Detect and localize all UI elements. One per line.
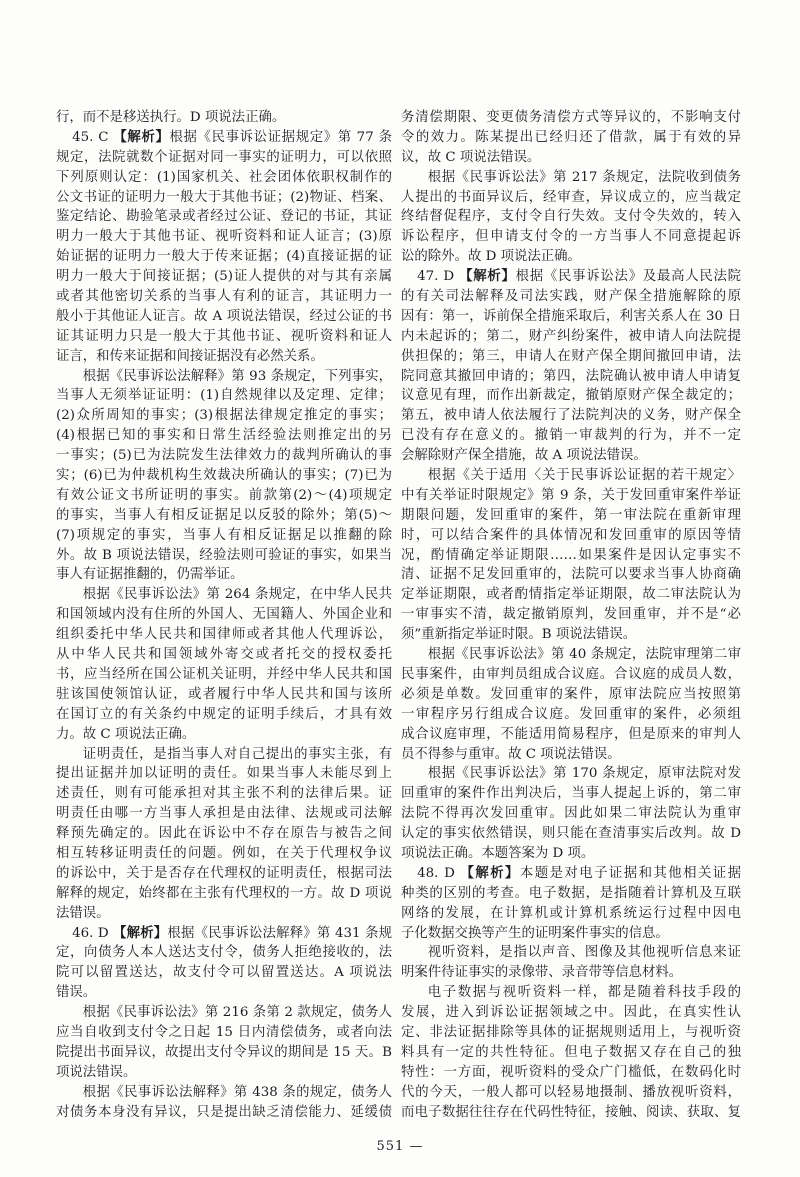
text-line: 对债务本身没有异议，只是提出缺乏清偿能力、延缓债 <box>56 1104 392 1120</box>
text-line: 的有关司法解释及司法实践，财产保全措施解除的原 <box>401 289 741 305</box>
text-line: 相互转移证明责任的问题。例如，在关于代理权争议 <box>56 845 392 861</box>
text-line: 议，故 C 项说法错误。 <box>401 149 541 165</box>
paragraph <box>401 983 741 1122</box>
text-line: 已没有存在意义的。撤销一审裁判的行为，并不一定 <box>401 428 741 444</box>
text-line: 下列原则认定：(1)国家机关、社会团体依职权制作的 <box>56 169 392 185</box>
text-line: 根据《民事诉讼法》第 217 条规定，法院收到债务 <box>427 169 741 185</box>
text-line: 院提出书面异议，故提出支付令异议的期间是 15 天。B <box>56 1044 392 1060</box>
paragraph <box>401 108 741 168</box>
text-line: 释预先确定的。因此在诉讼中不存在原告与被告之间 <box>56 826 392 842</box>
text-line: 实；(6)已为仲裁机构生效裁决所确认的事实；(7)已为 <box>56 468 392 484</box>
text-line: 子化数据交换等产生的证明案件事实的信息。 <box>401 925 669 941</box>
text-line: 视听资料，是指以声音、图像及其他视听信息来证 <box>427 945 741 961</box>
text-line: 诉讼程序，但申请支付令的一方当事人不同意提起诉 <box>401 229 741 245</box>
paragraph <box>401 267 741 466</box>
text-line: 般小于其他证人证言。故 A 项说法错误，经过公证的书 <box>56 308 392 324</box>
paragraph <box>56 108 392 128</box>
text-line: 明案件待证事实的录像带、录音带等信息材料。 <box>401 965 683 981</box>
text-line: 而电子数据往往存在代码性特征，接触、阅读、获取、复 <box>401 1104 741 1120</box>
analysis-label: 【解析】 <box>113 128 170 145</box>
text-line: 必须是单数。发回重审的案件，原审法院应当按照第 <box>401 686 741 702</box>
text-line: 行，而不是移送执行。D 项说法正确。 <box>56 110 286 125</box>
text-line: (2)众所周知的事实；(3)根据法律规定推定的事实； <box>56 408 392 424</box>
text-line: 组织委托中华人民共和国律师或者其他人代理诉讼， <box>56 627 392 643</box>
paragraph <box>56 585 392 744</box>
text-line: 错误。 <box>56 985 97 1001</box>
text-line: 证其证明力只是一般大于其他书证、视听资料和证人 <box>56 328 392 344</box>
text-line: 书，应当经所在国公证机关证明，并经中华人民共和国 <box>56 666 392 682</box>
text-line: 的事实，当事人有相反证据足以反驳的除外；第(5)～ <box>56 507 392 523</box>
question-answer-heading-line: 48. D 【解析】本题是对电子证据和其他相关证据 <box>417 864 741 881</box>
paragraph <box>56 1083 392 1123</box>
text-line: 根据《民事诉讼法》第 216 条第 2 款规定，债务人 <box>82 1005 392 1021</box>
text-line: 回重审的案件作出判决后，当事人提起上诉的，第二审 <box>401 786 741 802</box>
text-line: 料具有一定的共性特征。但电子数据又存在自己的独 <box>401 1044 741 1060</box>
text-line: 当事人无须举证证明：(1)自然规律以及定理、定律； <box>56 388 392 404</box>
text-line: (4)根据已知的事实和日常生活经验法则推定出的另 <box>56 428 392 444</box>
text-line: 驻该国使领馆认证，或者履行中华人民共和国与该所 <box>56 686 392 702</box>
text-line: 公文书证的证明力一般大于其他书证；(2)物证、档案、 <box>56 189 392 205</box>
text-line: 定，向债务人本人送达支付令，债务人拒绝接收的，法 <box>56 945 392 961</box>
text-line: 须”重新指定举证时限。B 项说法错误。 <box>401 627 637 643</box>
text-line: 会解除财产保全措施，故 A 项说法错误。 <box>401 448 647 464</box>
text-line: 根据《民事诉讼法解释》第 438 条的规定，债务人 <box>82 1084 392 1100</box>
paragraph <box>56 745 392 924</box>
text-line: 议意见有理，而作出新裁定，撤销原财产保全裁定的； <box>401 388 741 404</box>
text-line: 讼的除外。故 D 项说法正确。 <box>401 249 581 265</box>
paragraph <box>401 168 741 267</box>
text-line: 明责任由哪一方当事人承担是由法律、法规或司法解 <box>56 806 392 822</box>
text-line: 员不得参与重审。故 C 项说法错误。 <box>401 746 621 762</box>
text-line: 内未起诉的；第二，财产纠纷案件，被申请人向法院提 <box>401 328 741 344</box>
paragraph <box>56 1003 392 1083</box>
text-line: 院可以留置送达，故支付令可以留置送达。A 项说法 <box>56 965 392 981</box>
text-line: 中有关举证时限规定》第 9 条，关于发回重审案件举证 <box>401 487 741 503</box>
paragraph <box>56 128 392 367</box>
text-line: 期限问题，发回重审的案件，第一审法院在重新审理 <box>401 507 741 523</box>
text-line: 证言，和传来证据和间接证据没有必然关系。 <box>56 348 324 364</box>
analysis-label: 【解析】 <box>460 864 520 881</box>
question-answer-heading-line: 47. D 【解析】根据《民事诉讼法》及最高人民法院 <box>417 268 741 285</box>
paragraph <box>56 367 392 586</box>
text-line: 因有：第一，诉前保全措施采取后，利害关系人在 30 日 <box>401 308 741 324</box>
text-line: 时，可以结合案件的具体情况和发回重审的原因等情 <box>401 527 741 543</box>
text-line: 根据《民事诉讼法》第 170 条规定，原审法院对发 <box>427 766 741 782</box>
left-text-column <box>56 108 392 1122</box>
text-line: 电子数据与视听资料一样，都是随着科技手段的 <box>427 985 741 1001</box>
paragraph <box>401 943 741 983</box>
text-line: 令的效力。陈某提出已经归还了借款，属于有效的异 <box>401 129 741 145</box>
paragraph <box>56 924 392 1004</box>
text-line: 有效公证文书所证明的事实。前款第(2)～(4)项规定 <box>56 487 392 503</box>
text-line: 项说法正确。本题答案为 D 项。 <box>401 845 595 861</box>
text-line: 或者其他密切关系的当事人有利的证言，其证明力一 <box>56 289 392 305</box>
text-line: 供担保的；第三，申请人在财产保全期间撤回申请，法 <box>401 348 741 364</box>
text-line: 外。故 B 项说法错误，经验法则可验证的事实，如果当 <box>56 547 392 563</box>
text-line: 根据《民事诉讼法》第 264 条规定，在中华人民共 <box>82 587 392 603</box>
text-line: 终结督促程序，支付令自行失效。支付令失效的，转入 <box>401 209 741 225</box>
text-line: 成合议庭审理，不能适用简易程序，但是原来的审判人 <box>401 726 741 742</box>
text-line: 院同意其撤回申请的；第四，法院确认被申请人申请复 <box>401 368 741 384</box>
text-line: 和国领域内没有住所的外国人、无国籍人、外国企业和 <box>56 607 392 623</box>
text-line: 一事实；(5)已为法院发生法律效力的裁判所确认的事 <box>56 448 392 464</box>
text-line: 明力一般大于间接证据；(5)证人提供的对与其有亲属 <box>56 269 392 285</box>
text-line: 代的今天，一般人都可以轻易地摄制、播放视听资料， <box>401 1084 741 1100</box>
question-answer-heading-line: 46. D 【解析】根据《民事诉讼法解释》第 431 条规 <box>72 924 392 941</box>
text-line: 发展，进入到诉讼证据领域之中。因此，在真实性认 <box>401 1005 741 1021</box>
text-line: 项说法错误。 <box>56 1064 137 1080</box>
text-line: 根据《民事诉讼法解释》第 93 条规定，下列事实， <box>82 368 392 384</box>
text-line: 提出证据并加以证明的责任。如果当事人未能尽到上 <box>56 766 392 782</box>
text-line: 鉴定结论、勘验笔录或者经过公证、登记的书证，其证 <box>56 209 392 225</box>
text-line: 一审程序另行组成合议庭。发回重审的案件，必须组 <box>401 706 741 722</box>
text-line: 一审事实不清，裁定撤销原判，发回重审，并不是“必 <box>401 607 741 623</box>
text-line: 清、证据不足发回重审的，法院可以要求当事人协商确 <box>401 567 741 583</box>
analysis-label: 【解析】 <box>113 924 168 941</box>
text-line: 事人有证据推翻的，仍需举证。 <box>56 567 244 583</box>
text-line: 种类的区别的考查。电子数据，是指随着计算机及互联 <box>401 885 741 901</box>
text-line: 证明责任，是指当事人对自己提出的事实主张，有 <box>82 746 392 762</box>
text-line: 解释的规定，始终都在主张有代理权的一方。故 D 项说 <box>56 885 392 901</box>
text-line: 从中华人民共和国领域外寄交或者托交的授权委托 <box>56 647 392 663</box>
text-line: 述责任，则有可能承担对其主张不利的法律后果。证 <box>56 786 392 802</box>
paragraph <box>401 864 741 944</box>
text-line: 务清偿期限、变更债务清偿方式等异议的，不影响支付 <box>401 110 741 125</box>
paragraph <box>401 466 741 645</box>
page-number: 551 — <box>376 1139 424 1154</box>
text-line: 根据《关于适用〈关于民事诉讼证据的若干规定〉 <box>427 468 741 484</box>
text-line: 人提出的书面异议后，经审查，异议成立的，应当裁定 <box>401 189 741 205</box>
text-line: 规定，法院就数个证据对同一事实的证明力，可以依照 <box>56 149 392 165</box>
text-line: 法院不得再次发回重审。因此如果二审法院认为重审 <box>401 806 741 822</box>
analysis-label: 【解析】 <box>459 268 516 285</box>
text-line: 民事案件，由审判员组成合议庭。合议庭的成员人数， <box>401 666 741 682</box>
text-line: 的诉讼中，关于是否存在代理权的证明责任，根据司法 <box>56 865 392 881</box>
text-line: 明力一般大于其他书证、视听资料和证人证言；(3)原 <box>56 229 392 245</box>
text-line: 况，酌情确定举证期限……如果案件是因认定事实不 <box>401 547 741 563</box>
text-line: 第五，被申请人依法履行了法院判决的义务，财产保全 <box>401 408 741 424</box>
text-line: 定举证期限，或者酌情指定举证期限，故二审法院认为 <box>401 587 741 603</box>
text-line: (7)项规定的事实，当事人有相反证据足以推翻的除 <box>56 527 392 543</box>
paragraph <box>401 645 741 764</box>
text-line: 力。故 C 项说法正确。 <box>56 726 196 742</box>
text-line: 定、非法证据排除等具体的证据规则适用上，与视听资 <box>401 1024 741 1040</box>
right-text-column <box>401 108 741 1122</box>
text-line: 特性：一方面，视听资料的受众广门槛低，在数码化时 <box>401 1064 741 1080</box>
paragraph <box>401 764 741 863</box>
text-line: 在国订立的有关条约中规定的证明手续后，才具有效 <box>56 706 392 722</box>
question-answer-heading-line: 45. C 【解析】根据《民事诉讼证据规定》第 77 条 <box>72 128 392 145</box>
text-line: 网络的发展，在计算机或计算机系统运行过程中因电 <box>401 905 741 921</box>
text-line: 认定的事实依然错误，则只能在查清事实后改判。故 D <box>401 826 741 842</box>
text-line: 始证据的证明力一般大于传来证据；(4)直接证据的证 <box>56 249 392 265</box>
text-line: 法错误。 <box>56 905 110 921</box>
text-line: 应当自收到支付令之日起 15 日内清偿债务，或者向法 <box>56 1024 392 1040</box>
text-line: 根据《民事诉讼法》第 40 条规定，法院审理第二审 <box>427 647 741 663</box>
